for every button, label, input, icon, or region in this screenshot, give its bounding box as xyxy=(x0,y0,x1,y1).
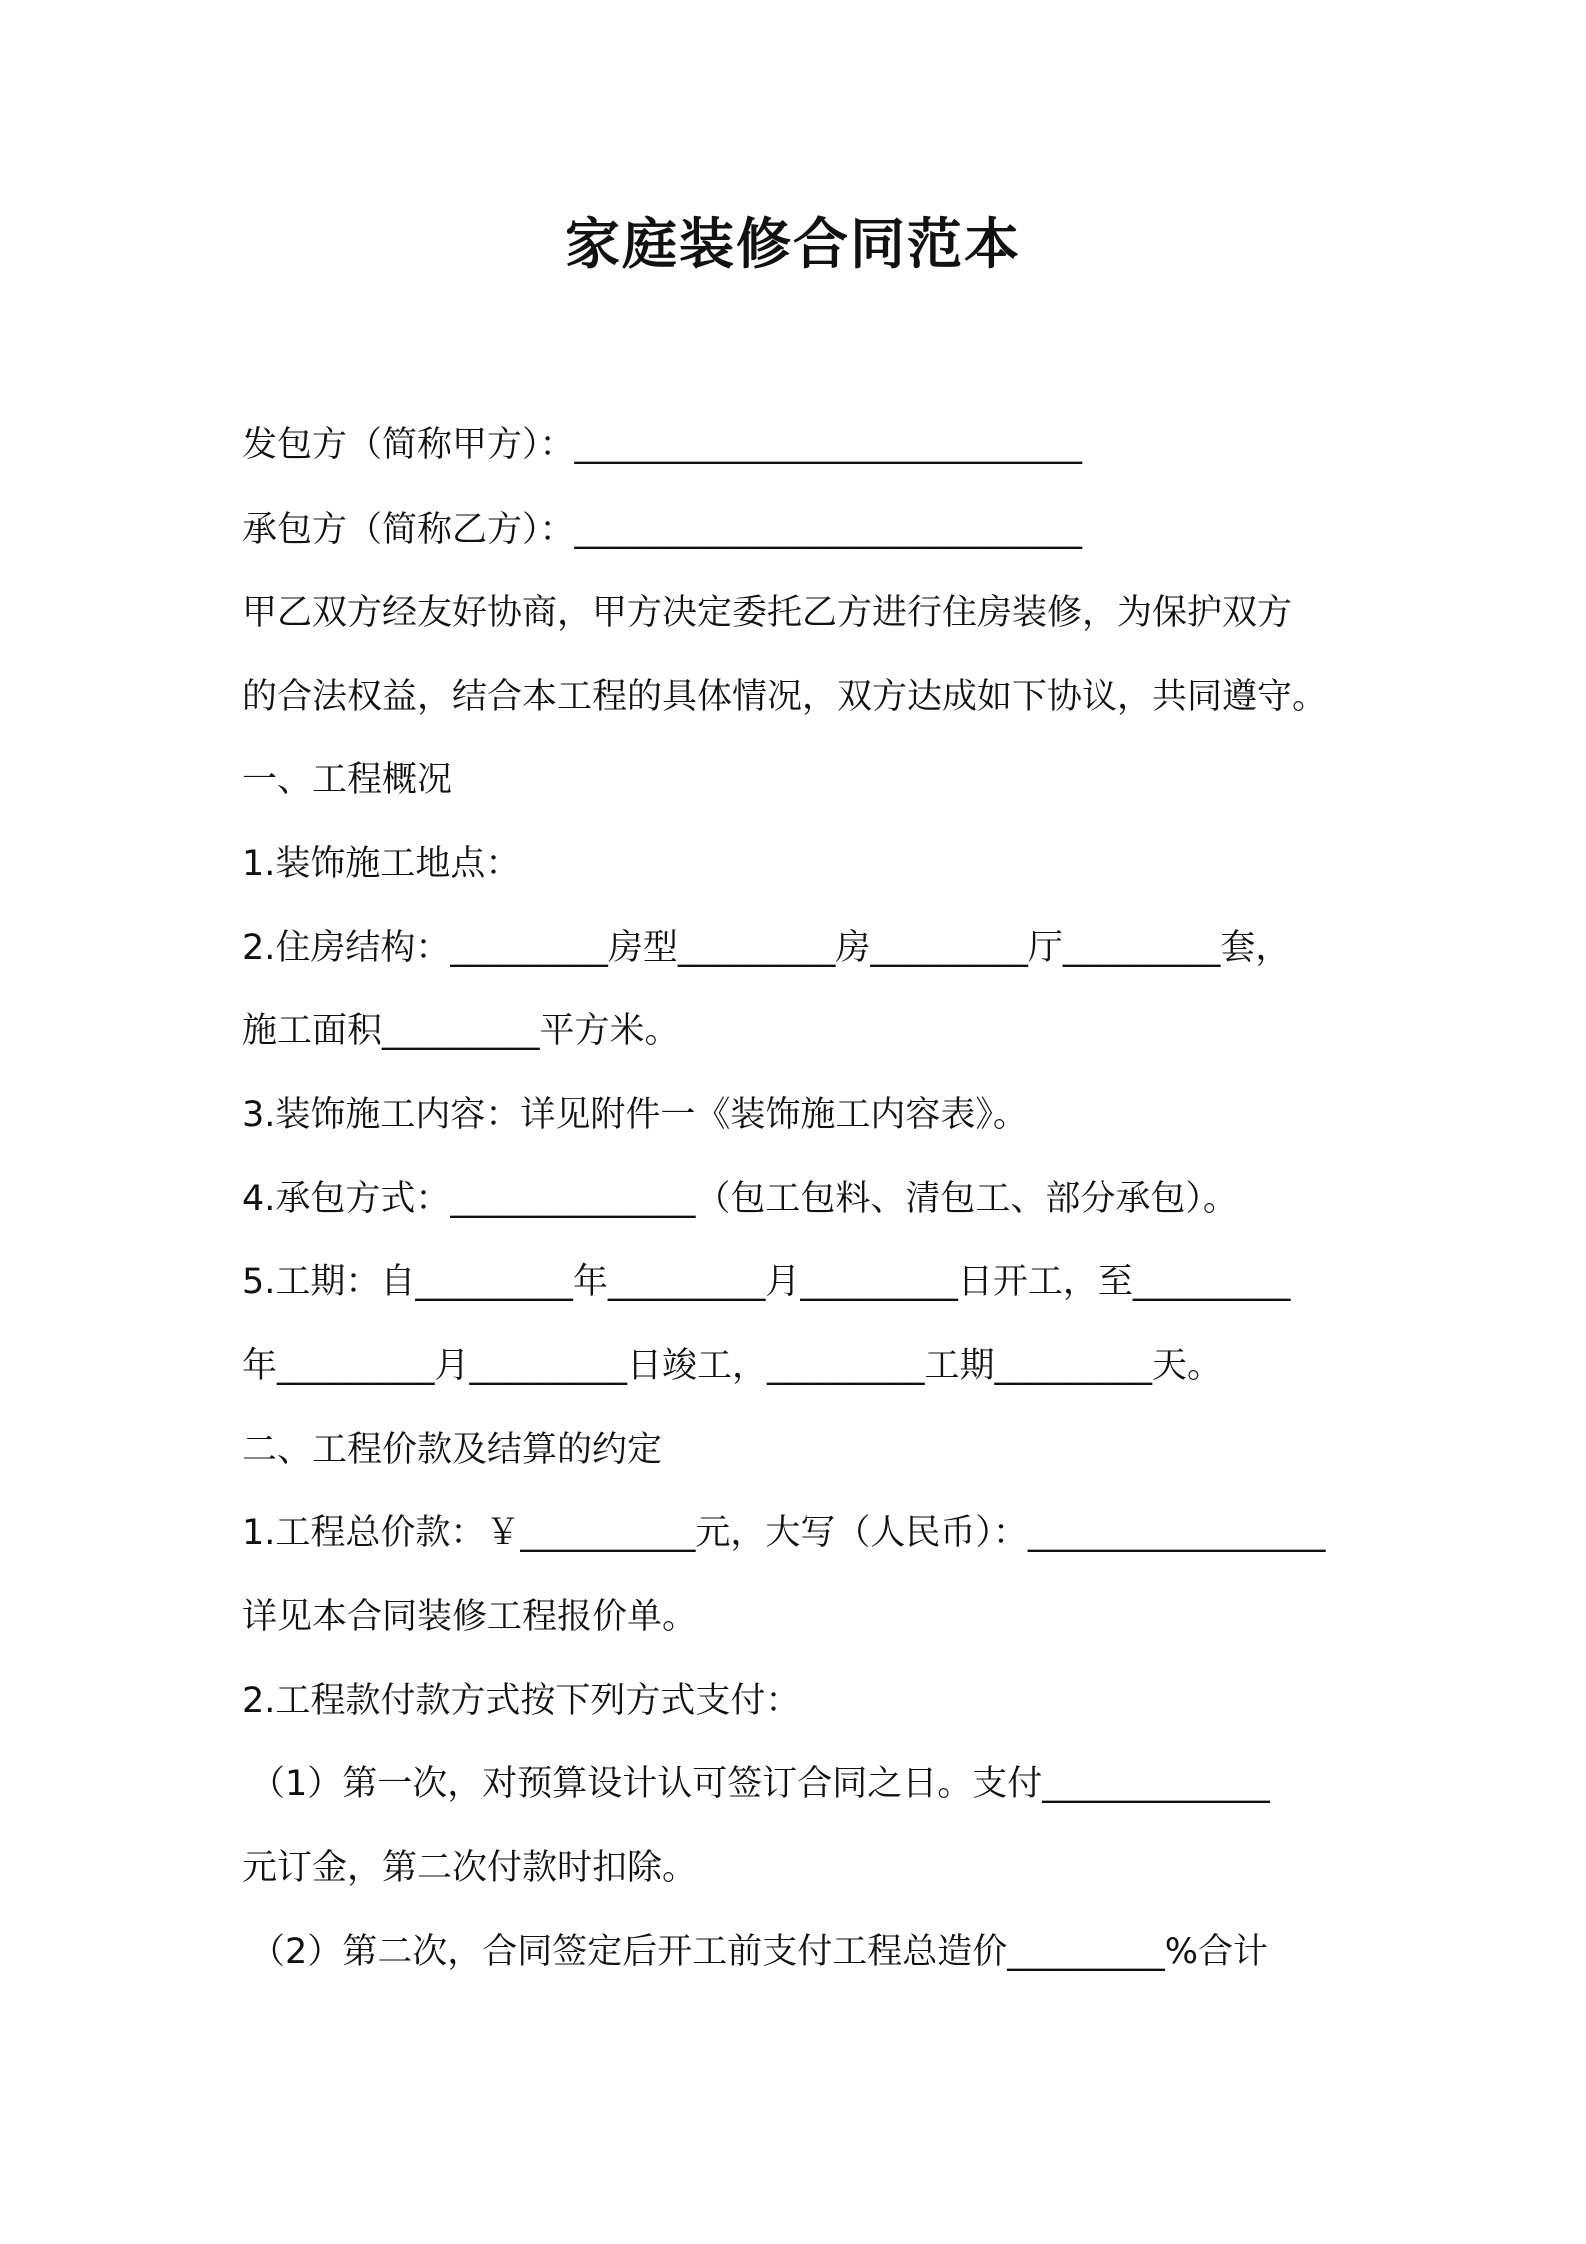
payment-1-line-1 xyxy=(250,1756,1362,1812)
section-heading-2: 二、工程价款及结算的约定 xyxy=(242,1430,663,1470)
clause-1-1: 1.装饰施工地点： xyxy=(242,844,521,884)
clause-1-5-text-1: 5.工期：自_________年_________月_________日开工，至_________ xyxy=(242,1262,1291,1302)
clause-1-3: 3.装饰施工内容：详见附件一《装饰施工内容表》。 xyxy=(242,1095,1028,1135)
payment-1-line-2: 元订金，第二次付款时扣除。 xyxy=(242,1848,698,1888)
clause-1-2-line-1 xyxy=(242,920,1362,976)
clause-1-2-text-1: 2.住房结构：_________房型_________房_________厅_________套， xyxy=(242,928,1291,968)
payment-1-text-1: （1）第一次，对预算设计认可签订合同之日。支付_____________ xyxy=(250,1764,1270,1804)
clause-2-1-line-1 xyxy=(242,1505,1362,1561)
clause-1-5-line-1 xyxy=(242,1254,1362,1310)
payment-2-line-1 xyxy=(250,1924,1362,1980)
party-a-line: 发包方（简称甲方）：_____________________________ xyxy=(242,425,1083,465)
section-heading-1: 一、工程概况 xyxy=(242,760,453,800)
clause-1-2-line-2: 施工面积_________平方米。 xyxy=(242,1011,680,1051)
clause-1-4: 4.承包方式：______________（包工包料、清包工、部分承包）。 xyxy=(242,1179,1238,1219)
clause-2-2: 2.工程款付款方式按下列方式支付： xyxy=(242,1681,801,1721)
intro-line-1 xyxy=(242,585,1362,641)
document-title: 家庭装修合同范本 xyxy=(564,212,1021,276)
party-b-line: 承包方（简称乙方）：_____________________________ xyxy=(242,510,1083,550)
intro-line-2: 的合法权益，结合本工程的具体情况，双方达成如下协议，共同遵守。 xyxy=(242,677,1328,717)
intro-text-1: 甲乙双方经友好协商，甲方决定委托乙方进行住房装修，为保护双方 xyxy=(242,593,1293,633)
payment-2-text-1: （2）第二次，合同签定后开工前支付工程总造价_________%合计 xyxy=(250,1932,1269,1972)
clause-2-1-text-1: 1.工程总价款：￥__________元，大写（人民币）：_________________ xyxy=(242,1513,1326,1553)
clause-2-1-line-2: 详见本合同装修工程报价单。 xyxy=(242,1597,698,1637)
clause-1-5-line-2: 年_________月_________日竣工，_________工期_________天。 xyxy=(242,1346,1223,1386)
